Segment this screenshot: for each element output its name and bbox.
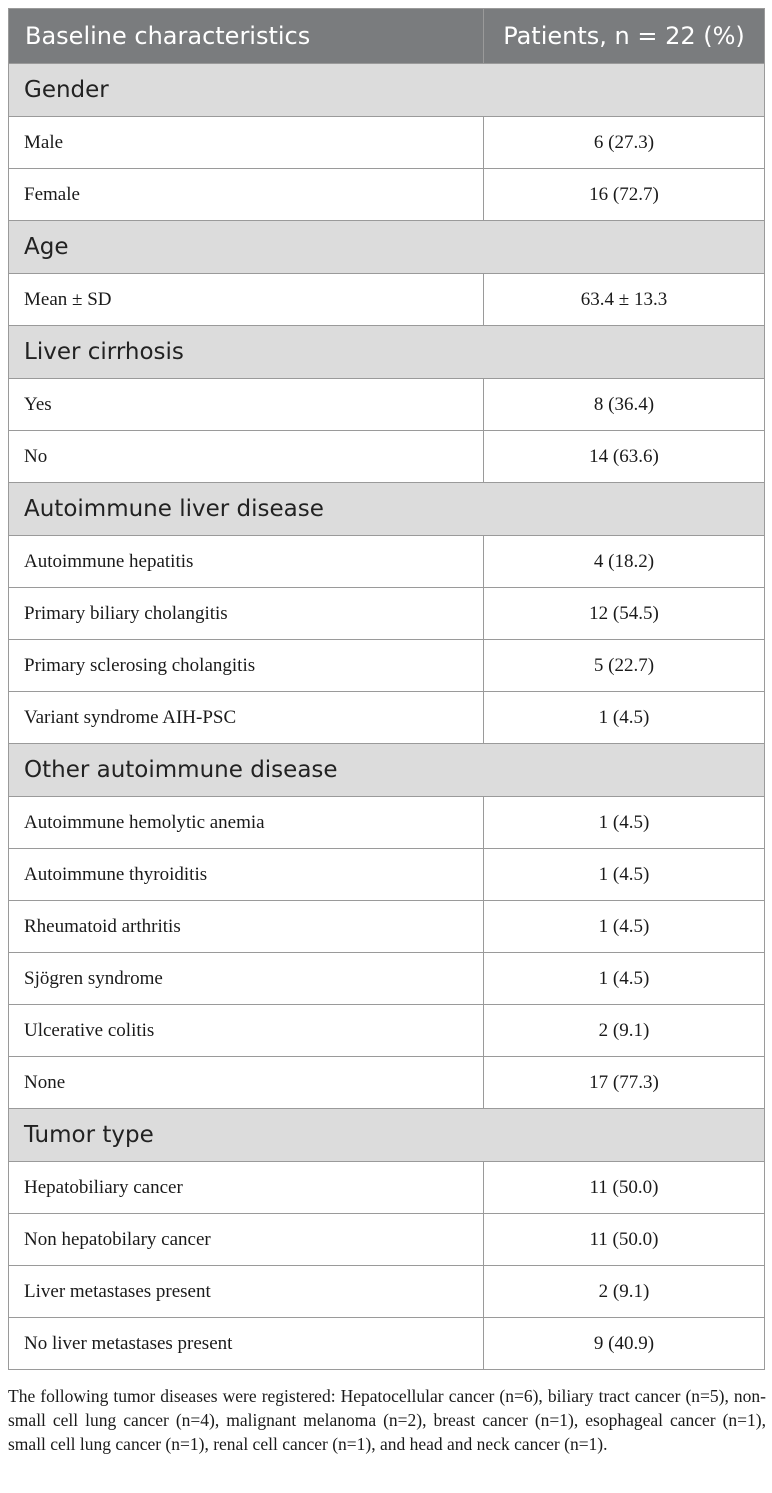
baseline-table-container xyxy=(8,8,764,1370)
section-title: Gender xyxy=(9,64,765,117)
table-row xyxy=(9,431,765,483)
table-row xyxy=(9,1318,765,1370)
row-value: 63.4 ± 13.3 xyxy=(484,274,765,326)
table-row xyxy=(9,901,765,953)
row-label: Male xyxy=(9,117,484,169)
section-title: Other autoimmune disease xyxy=(9,744,765,797)
table-row xyxy=(9,1266,765,1318)
table-row xyxy=(9,169,765,221)
header-baseline-characteristics: Baseline characteristics xyxy=(9,9,484,64)
row-value: 8 (36.4) xyxy=(484,379,765,431)
row-value: 1 (4.5) xyxy=(484,692,765,744)
row-label: No xyxy=(9,431,484,483)
section-header-row xyxy=(9,483,765,536)
row-value: 1 (4.5) xyxy=(484,849,765,901)
table-row xyxy=(9,849,765,901)
row-label: Liver metastases present xyxy=(9,1266,484,1318)
row-label: Autoimmune hemolytic anemia xyxy=(9,797,484,849)
row-label: Rheumatoid arthritis xyxy=(9,901,484,953)
row-label: No liver metastases present xyxy=(9,1318,484,1370)
section-title: Liver cirrhosis xyxy=(9,326,765,379)
table-header-row xyxy=(9,9,765,64)
section-title: Autoimmune liver disease xyxy=(9,483,765,536)
row-value: 11 (50.0) xyxy=(484,1162,765,1214)
table-row xyxy=(9,692,765,744)
table-row xyxy=(9,379,765,431)
row-value: 11 (50.0) xyxy=(484,1214,765,1266)
table-row xyxy=(9,1214,765,1266)
row-value: 17 (77.3) xyxy=(484,1057,765,1109)
section-header-row xyxy=(9,1109,765,1162)
row-label: Primary biliary cholangitis xyxy=(9,588,484,640)
table-footnote: The following tumor diseases were registered: Hepatocellular cancer (n=6), biliary tract cancer (n=5), non-small cell lung cancer (n=4), malignant melanoma (n=2), breast cancer (n=1), esophageal cancer (n=1), small cell lung cancer (n=1), renal cell cancer (n=1), and head and neck cancer (n=1). xyxy=(8,1386,766,1454)
table-row xyxy=(9,536,765,588)
section-header-row xyxy=(9,221,765,274)
table-row xyxy=(9,1057,765,1109)
table-row xyxy=(9,117,765,169)
row-value: 2 (9.1) xyxy=(484,1266,765,1318)
section-header-row xyxy=(9,326,765,379)
baseline-characteristics-table xyxy=(8,8,765,1370)
row-value: 6 (27.3) xyxy=(484,117,765,169)
row-label: Primary sclerosing cholangitis xyxy=(9,640,484,692)
row-label: Variant syndrome AIH-PSC xyxy=(9,692,484,744)
row-value: 1 (4.5) xyxy=(484,953,765,1005)
table-body xyxy=(9,64,765,1370)
row-label: Non hepatobilary cancer xyxy=(9,1214,484,1266)
row-value: 16 (72.7) xyxy=(484,169,765,221)
table-row xyxy=(9,953,765,1005)
section-title: Age xyxy=(9,221,765,274)
row-label: Hepatobiliary cancer xyxy=(9,1162,484,1214)
table-row xyxy=(9,1005,765,1057)
row-value: 9 (40.9) xyxy=(484,1318,765,1370)
table-row xyxy=(9,1162,765,1214)
row-label: Autoimmune thyroiditis xyxy=(9,849,484,901)
table-row xyxy=(9,274,765,326)
row-value: 14 (63.6) xyxy=(484,431,765,483)
row-label: None xyxy=(9,1057,484,1109)
row-value: 4 (18.2) xyxy=(484,536,765,588)
row-value: 2 (9.1) xyxy=(484,1005,765,1057)
row-value: 5 (22.7) xyxy=(484,640,765,692)
section-title: Tumor type xyxy=(9,1109,765,1162)
row-label: Female xyxy=(9,169,484,221)
section-header-row xyxy=(9,744,765,797)
row-value: 1 (4.5) xyxy=(484,797,765,849)
row-value: 12 (54.5) xyxy=(484,588,765,640)
row-label: Autoimmune hepatitis xyxy=(9,536,484,588)
table-row xyxy=(9,588,765,640)
section-header-row xyxy=(9,64,765,117)
row-label: Yes xyxy=(9,379,484,431)
row-label: Mean ± SD xyxy=(9,274,484,326)
header-patients: Patients, n = 22 (%) xyxy=(484,9,765,64)
row-label: Ulcerative colitis xyxy=(9,1005,484,1057)
table-row xyxy=(9,797,765,849)
table-row xyxy=(9,640,765,692)
row-value: 1 (4.5) xyxy=(484,901,765,953)
row-label: Sjögren syndrome xyxy=(9,953,484,1005)
